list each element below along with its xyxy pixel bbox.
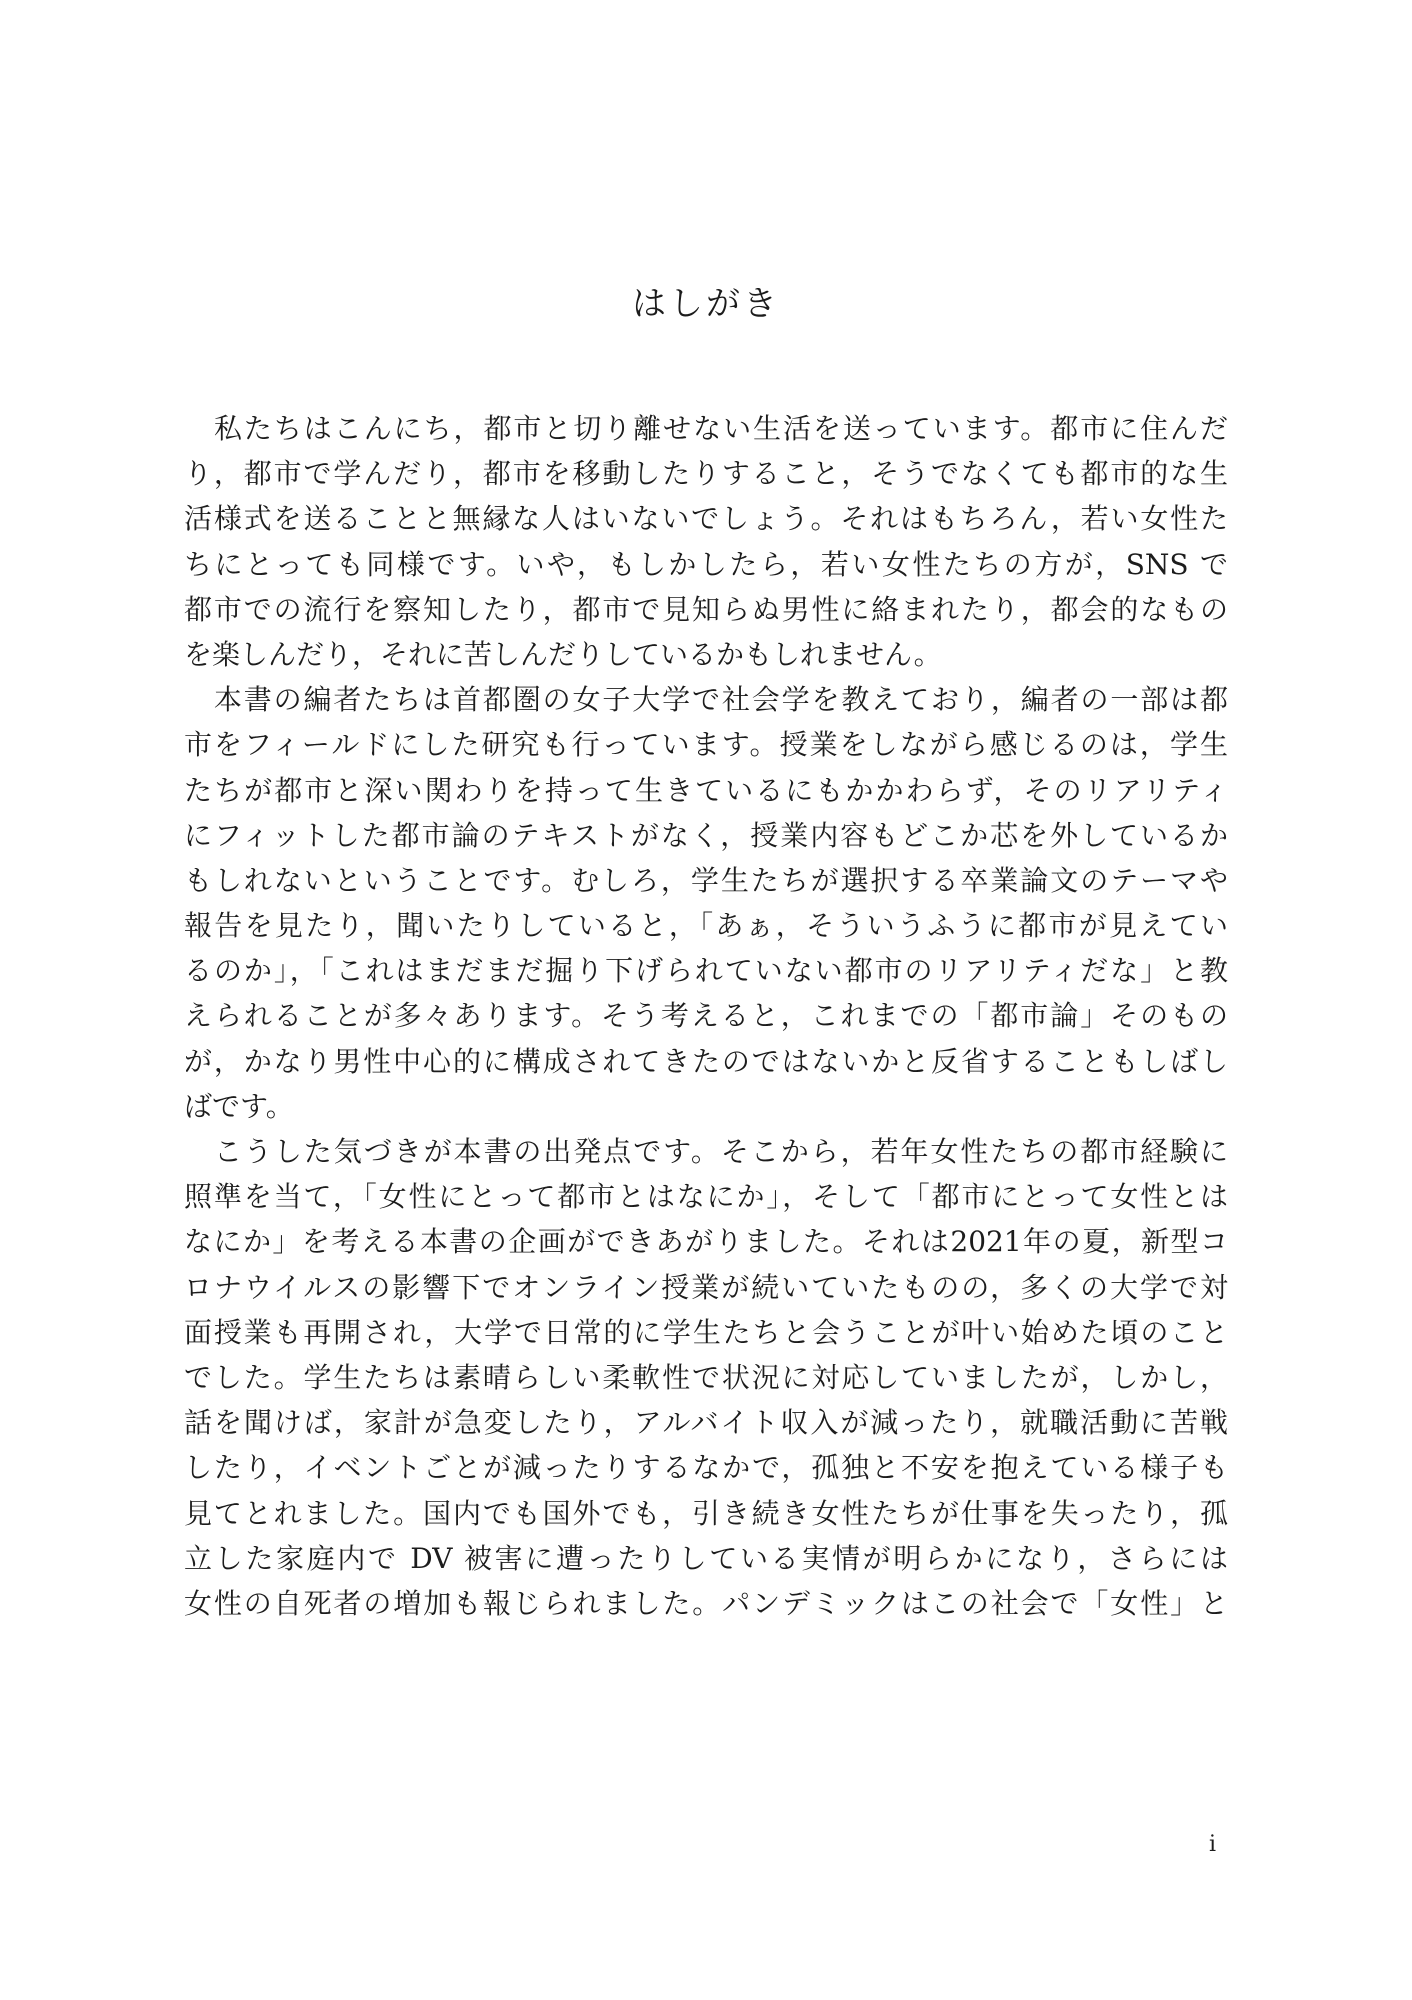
text-line: り，都市で学んだり，都市を移動したりすること，そうでなくても都市的な生 [184, 457, 1228, 491]
text-line: 女性の自死者の増加も報じられました。パンデミックはこの社会で「女性」と [184, 1586, 1228, 1620]
text-line: 話を聞けば，家計が急変したり，アルバイト収入が減ったり，就職活動に苦戦 [184, 1406, 1228, 1440]
text-line: 私たちはこんにち，都市と切り離せない生活を送っています。都市に住んだ [184, 412, 1228, 445]
text-line: 活様式を送ることと無縁な人はいないでしょう。それはもちろん，若い女性た [184, 502, 1228, 536]
text-line: にフィットした都市論のテキストがなく，授業内容もどこか芯を外しているか [184, 818, 1228, 852]
text-line: 都市での流行を察知したり，都市で見知らぬ男性に絡まれたり，都会的なもの [184, 592, 1228, 626]
page-number: i [1208, 1832, 1216, 1857]
text-line: を楽しんだり，それに苦しんだりしているかもしれません。 [184, 637, 942, 671]
text-line: 市をフィールドにした研究も行っています。授業をしながら感じるのは，学生 [184, 728, 1228, 762]
text-line: えられることが多々あります。そう考えると，これまでの「都市論」そのもの [184, 999, 1228, 1033]
text-line: 照準を当て，「女性にとって都市とはなにか」，そして「都市にとって女性とは [184, 1180, 1228, 1214]
text-line: が，かなり男性中心的に構成されてきたのではないかと反省することもしばし [184, 1044, 1228, 1078]
text-line: でした。学生たちは素晴らしい柔軟性で状況に対応していましたが，しかし， [184, 1360, 1228, 1394]
text-line: 見てとれました。国内でも国外でも，引き続き女性たちが仕事を失ったり，孤 [184, 1496, 1228, 1530]
text-line: ロナウイルスの影響下でオンライン授業が続いていたものの，多くの大学で対 [184, 1270, 1228, 1304]
body-text [184, 406, 1228, 1626]
text-line: るのか」，「これはまだまだ掘り下げられていない都市のリアリティだな」と教 [184, 954, 1228, 988]
text-line: もしれないということです。むしろ，学生たちが選択する卒業論文のテーマや [184, 863, 1228, 897]
text-line: こうした気づきが本書の出発点です。そこから，若年女性たちの都市経験に [184, 1135, 1228, 1168]
text-line: なにか」を考える本書の企画ができあがりました。それは2021年の夏，新型コ [184, 1225, 1228, 1259]
page-title: はしがき [632, 284, 780, 324]
text-line: ちにとっても同様です。いや，もしかしたら，若い女性たちの方が，SNS で [184, 547, 1228, 581]
text-line: したり，イベントごとが減ったりするなかで，孤独と不安を抱えている様子も [184, 1451, 1228, 1485]
text-line: たちが都市と深い関わりを持って生きているにもかかわらず，そのリアリティ [184, 773, 1228, 807]
text-line: 報告を見たり，聞いたりしていると，「あぁ，そういうふうに都市が見えてい [184, 909, 1228, 943]
text-line: 本書の編者たちは首都圏の女子大学で社会学を教えており，編者の一部は都 [184, 683, 1228, 717]
text-line: 立した家庭内で DV 被害に遭ったりしている実情が明らかになり，さらには [184, 1541, 1228, 1575]
text-line: ばです。 [184, 1089, 294, 1123]
text-line: 面授業も再開され，大学で日常的に学生たちと会うことが叶い始めた頃のこと [184, 1315, 1228, 1349]
